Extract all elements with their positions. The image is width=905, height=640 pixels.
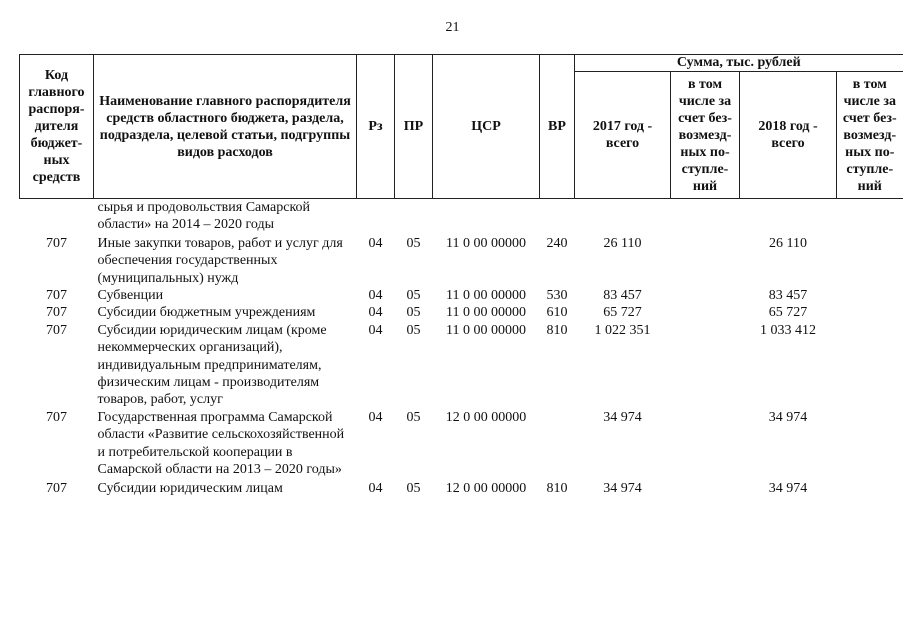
cell-2018-free [837, 409, 903, 479]
cell-name: Субсидии юридическим лицам [97, 480, 283, 496]
table-row [20, 234, 903, 287]
cell-2017-free [671, 322, 740, 409]
cell-pr: 05 [406, 305, 421, 321]
cell-2017-free [671, 199, 740, 234]
cell-2018-total: 83 457 [768, 288, 808, 304]
cell-csr: 11 0 00 00000 [446, 322, 526, 338]
table-row [20, 287, 903, 304]
cell-pr: 05 [406, 322, 421, 338]
budget-table [19, 54, 903, 497]
header-rz: Рз [357, 55, 395, 199]
cell-rz: 04 [368, 235, 383, 251]
table-row [20, 322, 903, 409]
cell-code: 707 [46, 288, 67, 304]
cell-pr: 05 [406, 288, 421, 304]
cell-csr: 11 0 00 00000 [446, 288, 526, 304]
cell-2017-free [671, 479, 740, 497]
cell-2017-free [671, 234, 740, 287]
cell-2018-free [837, 479, 903, 497]
cell-name: Государственная программа Самарской области «Развитие сельскохозяйственной и потребительской кооперации в Самарской области на 2013 – 2020 годы» [97, 409, 345, 478]
header-2017-free: в том числе за счет без-возмезд-ных по-ступле-ний [671, 72, 740, 199]
header-csr: ЦСР [433, 55, 540, 199]
cell-2017-total: 65 727 [603, 305, 642, 321]
header-2018-free: в том числе за счет без-возмезд-ных по-ступле-ний [837, 72, 903, 199]
header-pr: ПР [395, 55, 433, 199]
cell-pr: 05 [406, 409, 421, 425]
cell-2017-total [575, 199, 671, 234]
cell-2018-total: 65 727 [768, 305, 808, 321]
cell-2018-free [837, 234, 903, 287]
cell-2018-free [837, 304, 903, 321]
cell-vr: 240 [546, 235, 568, 251]
cell-2017-total: 26 110 [603, 235, 642, 251]
cell-2017-free [671, 287, 740, 304]
cell-2017-free [671, 304, 740, 321]
cell-csr: 12 0 00 00000 [445, 409, 527, 425]
cell-rz: 04 [368, 322, 383, 338]
cell-2018-free [837, 287, 903, 304]
cell-name: Субсидии юридическим лицам (кроме некоммерческих организаций), индивидуальным предпринимателям, физическим лицам - производителям товаров, работ, услуг [97, 322, 327, 408]
cell-code: 707 [46, 409, 67, 425]
cell-2018-free [837, 199, 903, 234]
cell-2017-total: 1 022 351 [594, 322, 651, 338]
cell-csr: 12 0 00 00000 [445, 480, 527, 496]
cell-rz: 04 [368, 480, 383, 496]
cell-pr: 05 [406, 235, 421, 251]
cell-code: 707 [46, 322, 67, 338]
header-2017-total: 2017 год - всего [575, 72, 671, 199]
table-row [20, 199, 903, 234]
page-number: 21 [445, 20, 460, 35]
cell-vr: 530 [546, 288, 568, 304]
table-row [20, 409, 903, 479]
cell-code: 707 [46, 480, 67, 496]
cell-rz [357, 199, 395, 234]
cell-code: 707 [46, 305, 67, 321]
cell-2017-total: 34 974 [603, 409, 642, 425]
cell-vr [540, 409, 575, 479]
header-vr: ВР [540, 55, 575, 199]
cell-name: сырья и продовольствия Самарской области» на 2014 – 2020 годы [97, 200, 311, 233]
header-sum-group: Сумма, тыс. рублей [575, 55, 903, 72]
cell-2018-total: 1 033 412 [760, 322, 816, 338]
cell-pr [395, 199, 433, 234]
cell-2018-total [740, 199, 837, 234]
cell-2018-free [837, 322, 903, 409]
cell-2018-total: 34 974 [768, 409, 808, 425]
cell-csr [433, 199, 540, 234]
header-name: Наименование главного распорядителя средств областного бюджета, раздела, подраздела, целевой статьи, подгруппы видов расходов [94, 55, 357, 199]
cell-vr: 810 [546, 480, 568, 496]
header-code: Код главного распоря-дителя бюджет-ных средств [20, 55, 94, 199]
cell-vr [540, 199, 575, 234]
header-2018-total: 2018 год - всего [740, 72, 837, 199]
cell-name: Субсидии бюджетным учреждениям [97, 305, 316, 321]
cell-csr: 11 0 00 00000 [446, 235, 526, 251]
cell-name: Иные закупки товаров, работ и услуг для обеспечения государственных (муниципальных) нужд [97, 235, 343, 286]
cell-vr: 610 [546, 305, 568, 321]
cell-code [20, 199, 94, 234]
cell-csr: 11 0 00 00000 [446, 305, 526, 321]
cell-rz: 04 [368, 288, 383, 304]
table-header [20, 55, 903, 199]
cell-rz: 04 [368, 305, 383, 321]
table-row [20, 304, 903, 321]
table-row [20, 479, 903, 497]
cell-2018-total: 26 110 [769, 235, 807, 251]
cell-pr: 05 [406, 480, 421, 496]
cell-rz: 04 [368, 409, 383, 425]
cell-code: 707 [46, 235, 67, 251]
cell-name: Субвенции [97, 288, 164, 304]
cell-vr: 810 [546, 322, 568, 338]
cell-2017-free [671, 409, 740, 479]
cell-2017-total: 83 457 [603, 288, 642, 304]
cell-2018-total: 34 974 [768, 480, 808, 496]
cell-2017-total: 34 974 [603, 480, 642, 496]
